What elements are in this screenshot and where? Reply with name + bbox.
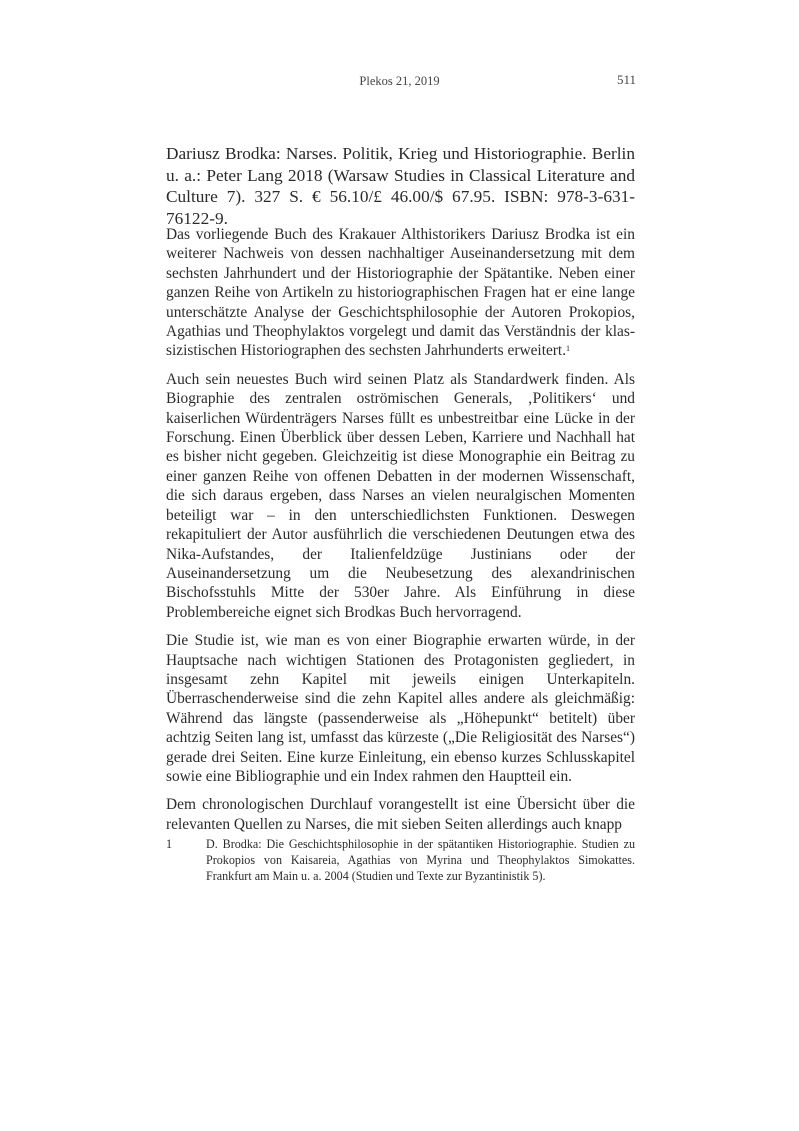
footnote-number: 1	[166, 837, 173, 851]
body-text	[166, 225, 635, 843]
footnotes	[166, 836, 635, 885]
running-head: Plekos 21, 2019	[359, 74, 440, 88]
footnote-text: D. Brodka: Die Geschichtsphilosophie in der spätantiken Historiographie. Studien zu Prokopios von Kaisareia, Agathias von Myrina und Theophylaktos Simokattes. Frankfurt am Main u. a. 2004 (Studien und Texte zur Byzantinistik 5).	[206, 837, 635, 884]
paragraph: Dem chronologischen Durchlauf vorangestellt ist eine Übersicht über die relevanten Quellen zu Narses, die mit sieben Seiten allerdings auch knapp	[166, 796, 635, 833]
page-number: 511	[616, 72, 636, 87]
footnote-reference[interactable]: 1	[566, 344, 571, 354]
paragraph: Das vorliegende Buch des Krakauer Althistorikers Dariusz Brodka ist ein weiterer Nachweis von dessen nachhaltiger Auseinandersetzung mit dem sechsten Jahrhundert und der Historiographie der Spätantike. Neben einer ganzen Reihe von Artikeln zu historiographischen Fragen hat er eine lange unterschätzte Analyse der Geschichtsphilosophie der Autoren Prokopios, Agathias und Theophylaktos vorgelegt und damit das Verständnis der klassizistischen Historiographen des sechsten Jahrhunderts erweitert.$^1$	[166, 226, 635, 360]
review-header: Dariusz Brodka: Narses. Politik, Krieg und Historiographie. Berlin u. a.: Peter Lang 2018 (Warsaw Studies in Classical Literature and Culture 7). 327 S. € 56.10/£ 46.00/$ 67.95. ISBN: 978-3-631-76122-9.	[166, 144, 635, 228]
paragraph: Die Studie ist, wie man es von einer Biographie erwarten würde, in der Hauptsache nach wichtigen Stationen des Protagonisten gegliedert, in insgesamt zehn Kapitel mit jeweils einigen Unterkapiteln. Überraschenderweise sind die zehn Kapitel alles andere als gleichmäßig: Während das längste (passenderweise als „Höhepunkt“ betitelt) über achtzig Seiten lang ist, umfasst das kürzeste („Die Religiosität des Narses“) gerade drei Seiten. Eine kurze Einleitung, ein ebenso kurzes Schlusskapitel sowie eine Bibliographie und ein Index rahmen den Hauptteil ein.	[166, 632, 635, 785]
paragraph: Auch sein neuestes Buch wird seinen Platz als Standardwerk finden. Als Biographie des zentralen oströmischen Generals, ‚Politikers‘ und kaiserlichen Würdenträgers Narses füllt es unbestreitbar eine Lücke in der Forschung. Einen Überblick über dessen Leben, Karriere und Nachhall hat es bisher nicht gegeben. Gleichzeitig ist diese Monographie ein Beitrag zu einer ganzen Reihe von offenen Debatten in der modernen Wissenschaft, die sich daraus ergeben, dass Narses an vielen neuralgischen Momenten beteiligt war – in den unterschiedlichsten Funktionen. Deswegen rekapituliert der Autor ausführlich die verschiedenen Deutungen etwa des Nika-Aufstandes, der Italienfeldzüge Justinians oder der Auseinandersetzung um die Neubesetzung des alexandrinischen Bischofsstuhls Mitte der 530er Jahre. Als Einführung in diese Problembereiche eignet sich Brodkas Buch hervorragend.	[166, 370, 635, 621]
footnote	[166, 836, 635, 885]
